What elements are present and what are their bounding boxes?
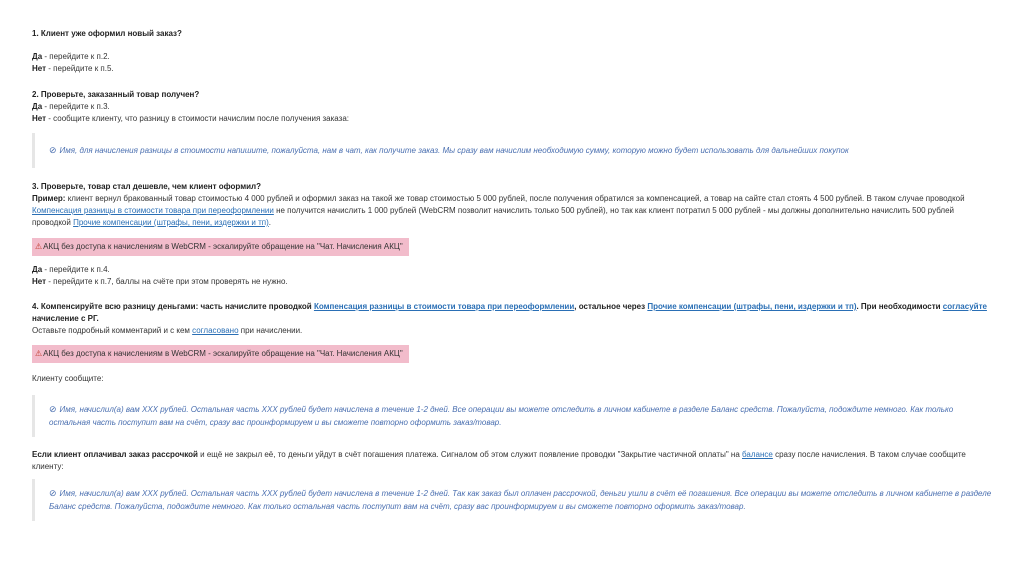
answer-yes [32, 51, 994, 63]
answer-yes-text: - перейдите к п.3. [42, 102, 110, 111]
warning-text: АКЦ без доступа к начислениям в WebCRM - эскалируйте обращение на "Чат. Начисления АКЦ" [43, 349, 403, 358]
answer-no-text: - перейдите к п.7, баллы на счёте при этом проверять не нужно. [46, 277, 288, 286]
script-quote-text: Имя, для начисления разницы в стоимости напишите, пожалуйста, нам в чат, как получите заказ. Мы сразу вам начислим необходимую сумму, которую можно будет использовать для дальнейших покупок [59, 146, 849, 155]
answer-yes-label: Да [32, 52, 43, 61]
answer-yes-text: - перейдите к п.4. [42, 265, 110, 274]
script-quote [32, 395, 994, 437]
example-text: . [268, 218, 271, 227]
answer-no-label: Нет [32, 114, 47, 123]
comment-text: при начислении. [238, 326, 303, 335]
installment-paragraph [32, 449, 994, 473]
prohibited-icon: ⊘ [49, 404, 57, 414]
answer-no [32, 276, 994, 288]
section-1 [32, 28, 994, 75]
section-3 [32, 181, 994, 288]
warning-text: АКЦ без доступа к начислениям в WebCRM - эскалируйте обращение на "Чат. Начисления АКЦ" [43, 242, 403, 251]
answer-yes-label: Да [32, 102, 43, 111]
example-paragraph [32, 193, 994, 229]
example-label: Пример: [32, 194, 66, 203]
prohibited-icon: ⊘ [49, 145, 57, 155]
question-4-text: 4. Компенсируйте всю разницу деньгами: часть начислите проводкой [32, 302, 314, 311]
document-body [32, 28, 994, 521]
example-text: не получится начислить 1 000 рублей (WebCRM позволит начислить только 500 рублей), но так как клиент потратил 5 000 рублей - мы должны дополнительно начислить 500 рублей проводкой [32, 206, 955, 227]
answer-no-text: - перейдите к п.5. [46, 64, 114, 73]
answer-yes [32, 101, 994, 113]
installment-label: Если клиент оплачивал заказ рассрочкой [32, 450, 198, 459]
example-text: клиент вернул бракованный товар стоимостью 4 000 рублей и оформил заказ на такой же товар стоимостью 5 000 рублей, после получения обратился за компенсацией, а товар на сайте стал стоять 4 500 рублей. В таком случае проводкой [65, 194, 965, 203]
question-3: 3. Проверьте, товар стал дешевле, чем клиент оформил? [32, 182, 262, 191]
answer-no [32, 63, 994, 75]
script-quote-text: Имя, начислил(а) вам ХХХ рублей. Остальная часть ХХХ рублей будет начислена в течение 1-2 дней. Так как заказ был оплачен рассрочкой, деньги ушли в счёт её погашения. Все операции вы можете отследить в личном кабинете в разделе Баланс средств. Пожалуйста, подождите немного. Как только остальная часть поступит вам на счёт, сразу вас проинформируем и вы сможете повторно оформить заказ/товар. [49, 489, 992, 511]
question-4-text: , остальное через [574, 302, 648, 311]
prohibited-icon: ⊘ [49, 488, 57, 498]
link-other-compensations[interactable]: Прочие компенсации (штрафы, пени, издержки и тп) [647, 302, 857, 311]
installment-text: и ещё не закрыл её, то деньги уйдут в счёт погашения платежа. Сигналом об этом служит появление проводки "Закрытие частичной оплаты" на [197, 450, 742, 459]
warning-icon: ⚠ [35, 242, 43, 251]
answer-no-label: Нет [32, 277, 47, 286]
answer-no-label: Нет [32, 64, 47, 73]
link-compensation-difference[interactable]: Компенсация разницы в стоимости товара при переоформлении [32, 206, 274, 215]
link-agreed[interactable]: согласовано [192, 326, 239, 335]
script-quote [32, 133, 994, 168]
question-4-text: . При необходимости [856, 302, 943, 311]
section-2 [32, 89, 994, 168]
link-agree[interactable]: согласуйте [942, 302, 987, 311]
warning-banner [32, 238, 409, 256]
question-2: 2. Проверьте, заказанный товар получен? [32, 90, 200, 99]
link-balance[interactable]: балансе [742, 450, 773, 459]
section-4 [32, 301, 994, 437]
question-4-text: начисление с РГ. [32, 314, 99, 323]
section-5 [32, 449, 994, 521]
comment-note [32, 325, 994, 337]
answer-yes [32, 264, 994, 276]
script-quote [32, 479, 994, 521]
answer-no-text: - сообщите клиенту, что разницу в стоимости начислим после получения заказа: [46, 114, 349, 123]
question-1: 1. Клиент уже оформил новый заказ? [32, 29, 182, 38]
warning-icon: ⚠ [35, 349, 43, 358]
answer-yes-label: Да [32, 265, 43, 274]
installment-text: сразу после начисления. В таком случае сообщите клиенту: [32, 450, 966, 471]
answer-no [32, 113, 994, 125]
link-other-compensations[interactable]: Прочие компенсации (штрафы, пени, издержки и тп) [73, 218, 269, 227]
tell-client-label: Клиенту сообщите: [32, 374, 104, 383]
link-compensation-difference[interactable]: Компенсация разницы в стоимости товара при переоформлении [313, 302, 575, 311]
script-quote-text: Имя, начислил(а) вам ХХХ рублей. Остальная часть ХХХ рублей будет начислена в течение 1-2 дней. Все операции вы можете отследить в личном кабинете в разделе Баланс средств. Пожалуйста, подождите немного. Как только остальная часть поступит вам на счёт, сразу вас проинформируем и вы сможете повторно оформить заказ/товар. [49, 405, 954, 427]
question-4 [32, 301, 994, 325]
comment-text: Оставьте подробный комментарий и с кем [32, 326, 193, 335]
answer-yes-text: - перейдите к п.2. [42, 52, 110, 61]
warning-banner [32, 345, 409, 363]
